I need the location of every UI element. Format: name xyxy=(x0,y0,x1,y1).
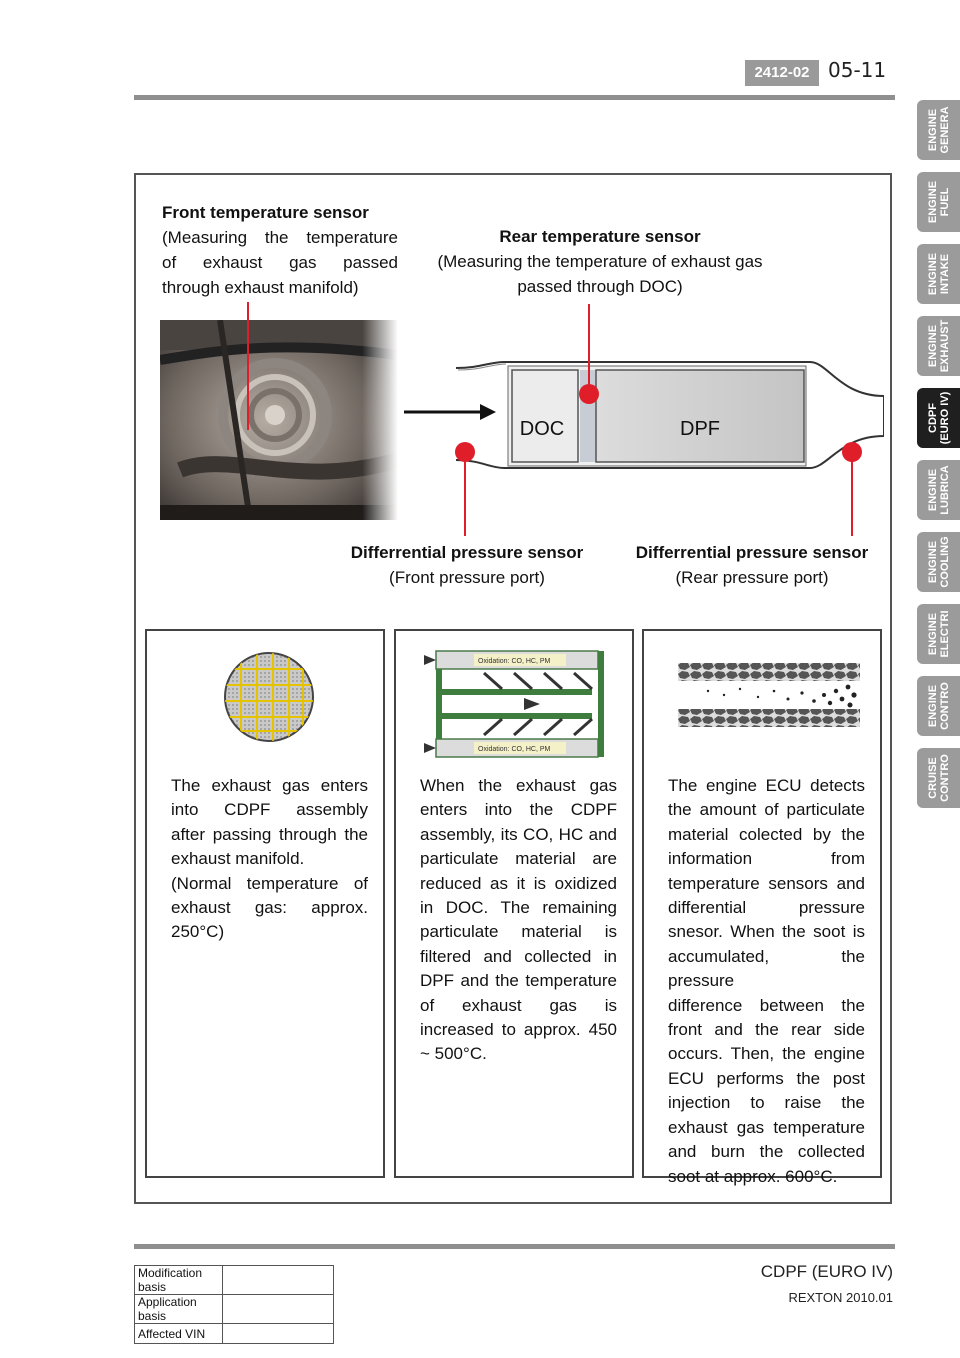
diff-pressure-front-label xyxy=(340,540,594,590)
rear-sensor-desc-line: passed through DOC) xyxy=(517,277,683,296)
rear-sensor-desc-line: (Measuring the temperature of exhaust gas xyxy=(437,252,763,271)
front-sensor-desc-line: (Measuring the temperature xyxy=(162,228,398,247)
panel-description xyxy=(668,774,865,1189)
front-sensor-desc-line: of exhaust gas passed xyxy=(162,253,398,272)
table-cell-label: Modification basis xyxy=(135,1266,223,1295)
front-sensor-title: Front temperature sensor xyxy=(162,203,369,222)
tab-label: ENGINE LUBRICA xyxy=(926,465,951,515)
panel-description xyxy=(420,774,617,1067)
diff-rear-title: Differrential pressure sensor xyxy=(635,543,869,562)
diff-front-title: Differrential pressure sensor xyxy=(350,543,584,562)
diff-front-subtitle: (Front pressure port) xyxy=(389,568,545,587)
tab-label: ENGINE INTAKE xyxy=(926,252,951,296)
text-line: information from xyxy=(668,849,865,869)
text-line: after passing through the xyxy=(171,824,368,844)
oxidation-label-top: Oxidation: CO, HC, PM xyxy=(478,658,551,665)
diff-pressure-rear-label xyxy=(624,540,880,590)
table-row xyxy=(135,1324,334,1344)
text-line: particulate material is xyxy=(420,922,617,942)
rear-temp-sensor-dot xyxy=(579,384,599,404)
text-line: filtered and collected in xyxy=(420,946,617,966)
text-line: soot at approx. 600°C. xyxy=(668,1166,838,1186)
diff-rear-subtitle: (Rear pressure port) xyxy=(675,568,829,587)
text-line: exhaust manifold. xyxy=(171,849,305,869)
modification-table xyxy=(134,1265,334,1344)
text-line: exhaust gas: approx. xyxy=(171,898,368,918)
text-line: occurs. Then, the engine xyxy=(668,1044,865,1064)
table-cell-label: Affected VIN xyxy=(135,1324,223,1344)
text-line: temperature sensors and xyxy=(668,873,865,893)
text-line: ~ 500°C. xyxy=(420,1044,487,1064)
text-line: and burn the collected xyxy=(668,1142,865,1162)
tab-label: ENGINE FUEL xyxy=(926,180,951,224)
text-line: increased to approx. 450 xyxy=(420,1020,617,1040)
info-panel-soot-regeneration xyxy=(642,629,882,1186)
text-line: the amount of particulate xyxy=(668,800,865,820)
text-line: difference between the xyxy=(668,995,865,1015)
text-line: injection to raise the xyxy=(668,1093,865,1113)
table-cell-value xyxy=(223,1324,334,1344)
text-line: (Normal temperature of xyxy=(171,873,368,893)
front-sensor-desc-line: through exhaust manifold) xyxy=(162,278,359,297)
text-line: The exhaust gas enters xyxy=(171,776,368,795)
tab-label: CDPF (EURO IV) xyxy=(926,391,951,445)
tab-label: ENGINE COOLING xyxy=(926,536,951,588)
rear-sensor-title: Rear temperature sensor xyxy=(499,227,701,246)
text-line: ECU performs the post xyxy=(668,1068,865,1088)
info-panel-exhaust-entry xyxy=(145,629,385,1178)
text-line: 250°C) xyxy=(171,922,225,942)
tab-label: ENGINE CONTRO xyxy=(926,682,951,730)
page-number: 05-11 xyxy=(828,58,887,82)
section-code-badge: 2412-02 xyxy=(745,60,819,86)
table-cell-value xyxy=(223,1295,334,1324)
panel-description xyxy=(171,774,368,945)
text-line: exhaust gas temperature xyxy=(668,1117,865,1137)
table-cell-value xyxy=(223,1266,334,1295)
text-line: DPF and the temperature xyxy=(420,971,617,991)
text-line: differential pressure xyxy=(668,898,865,918)
soot-accumulation-image xyxy=(678,661,860,731)
text-line: particulate material are xyxy=(420,849,617,869)
text-line: assembly, its CO, HC and xyxy=(420,824,617,844)
text-line: material colected by the xyxy=(668,824,865,844)
dpf-label: DPF xyxy=(680,418,720,440)
table-cell-label: Application basis xyxy=(135,1295,223,1324)
text-line: When the exhaust gas xyxy=(420,776,617,795)
info-panel-oxidation xyxy=(394,629,634,1178)
text-line: front and the rear side xyxy=(668,1020,865,1040)
text-line: The engine ECU detects xyxy=(668,776,865,795)
doc-label: DOC xyxy=(519,418,565,440)
tab-label: ENGINE ELECTRI xyxy=(926,610,951,658)
filter-cross-section-image xyxy=(223,651,315,743)
table-row xyxy=(135,1295,334,1324)
text-line: snesor. When the soot is xyxy=(668,922,865,942)
table-row xyxy=(135,1266,334,1295)
tab-label: CRUISE CONTRO xyxy=(926,754,951,802)
tab-label: ENGINE EXHAUST xyxy=(926,319,951,373)
footer-section-title: CDPF (EURO IV) xyxy=(760,1262,893,1281)
footer-model-date: REXTON 2010.01 xyxy=(788,1290,893,1305)
text-line: of exhaust gas is xyxy=(420,995,617,1015)
text-line: enters into the CDPF xyxy=(420,800,617,820)
tab-label: ENGINE GENERA xyxy=(926,106,951,154)
oxidation-flow-diagram xyxy=(424,645,608,763)
footer-divider xyxy=(134,1244,895,1249)
text-line: into CDPF assembly xyxy=(171,800,368,820)
text-line: accumulated, the pressure xyxy=(668,946,865,991)
text-line: in DOC. The remaining xyxy=(420,898,617,918)
text-line: reduced as it is oxidized xyxy=(420,873,617,893)
diff-rear-port-dot xyxy=(842,442,862,462)
diff-front-port-dot xyxy=(455,442,475,462)
oxidation-label-bottom: Oxidation: CO, HC, PM xyxy=(478,746,551,753)
